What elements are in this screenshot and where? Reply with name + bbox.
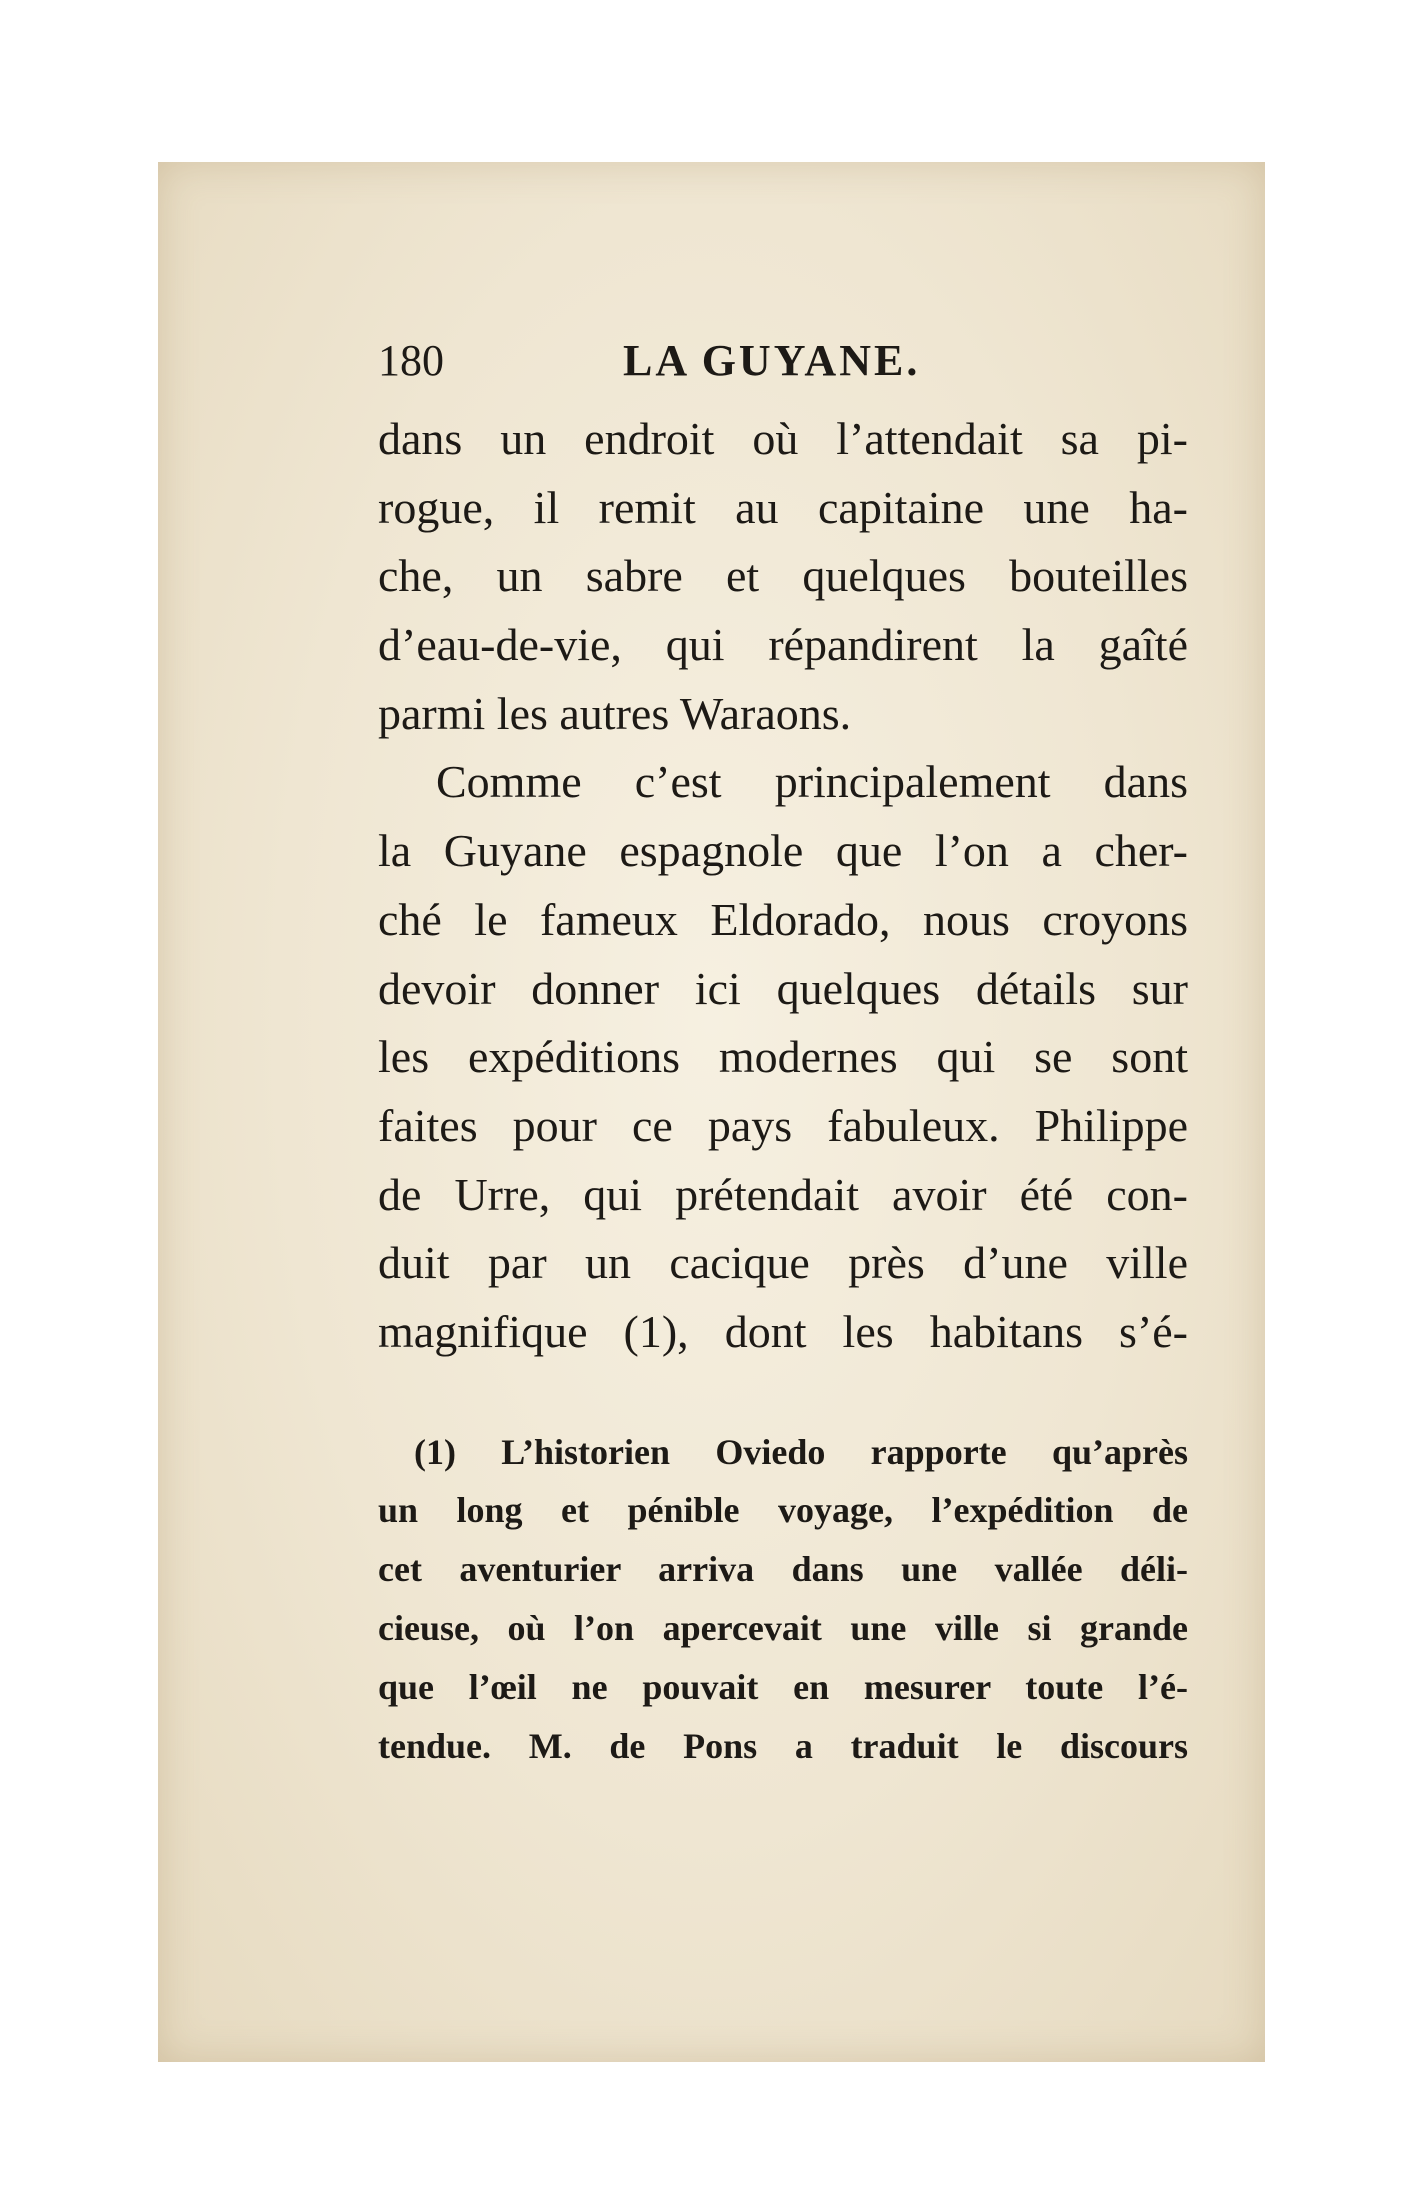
body-line: che, un sabre et quelques bouteilles <box>378 550 1188 602</box>
running-title: LA GUYANE. <box>623 336 921 385</box>
body-text <box>378 405 1188 1367</box>
body-line: les expéditions modernes qui se sont <box>378 1031 1188 1083</box>
body-line: rogue, il remit au capitaine une ha- <box>378 481 1188 533</box>
body-line: d’eau-de-vie, qui répandirent la gaîté <box>378 619 1188 671</box>
body-line: la Guyane espagnole que l’on a cher- <box>378 825 1188 877</box>
body-line: duit par un cacique près d’une ville <box>378 1237 1188 1289</box>
body-line: parmi les autres Waraons. <box>378 687 852 739</box>
footnote-line: (1) L’historien Oviedo rapporte qu’après <box>414 1431 1188 1472</box>
body-line: ché le fameux Eldorado, nous croyons <box>378 893 1188 945</box>
footnote-line: un long et pénible voyage, l’expédition de <box>378 1490 1188 1531</box>
body-line: devoir donner ici quelques détails sur <box>378 962 1188 1014</box>
body-line: magnifique (1), dont les habitans s’é- <box>378 1305 1188 1357</box>
footnote <box>378 1423 1188 1776</box>
body-line: dans un endroit où l’attendait sa pi- <box>378 413 1188 464</box>
running-head <box>378 335 1188 405</box>
page-number: 180 <box>378 336 444 385</box>
body-line: de Urre, qui prétendait avoir été con- <box>378 1168 1188 1220</box>
footnote-line: cet aventurier arriva dans une vallée déli- <box>378 1549 1188 1590</box>
page-text <box>378 335 1188 1775</box>
footnote-line: tendue. M. de Pons a traduit le discours <box>378 1725 1188 1766</box>
body-line: Comme c’est principalement dans <box>436 756 1188 808</box>
body-line: faites pour ce pays fabuleux. Philippe <box>378 1099 1188 1151</box>
footnote-line: que l’œil ne pouvait en mesurer toute l’é- <box>378 1666 1188 1707</box>
footnote-line: cieuse, où l’on apercevait une ville si grande <box>378 1608 1188 1649</box>
